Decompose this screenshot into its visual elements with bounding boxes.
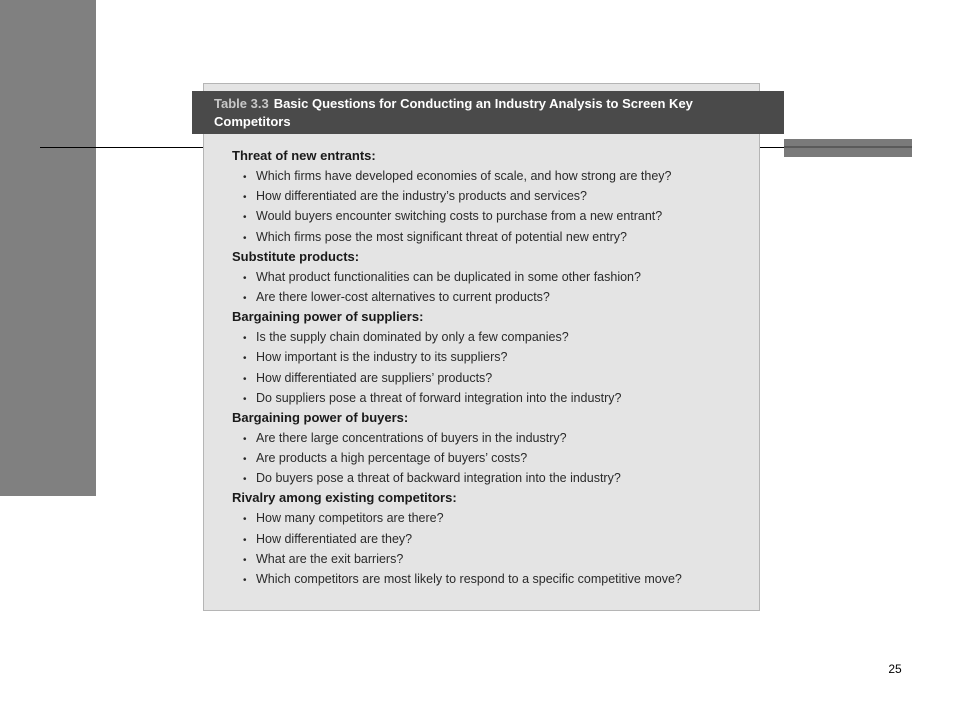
question-text: Do suppliers pose a threat of forward integration into the industry? <box>256 390 622 405</box>
question-text: How differentiated are suppliers’ products? <box>256 370 493 385</box>
question-item <box>232 327 752 347</box>
question-item <box>232 227 752 247</box>
question-text: How many competitors are there? <box>256 511 444 526</box>
bullet-icon: • <box>243 272 247 284</box>
question-item <box>232 347 752 367</box>
question-item <box>232 166 752 186</box>
question-text: Is the supply chain dominated by only a few companies? <box>256 330 569 345</box>
bullet-icon: • <box>243 514 247 526</box>
bullet-icon: • <box>243 474 247 486</box>
section-heading: Substitute products: <box>232 248 360 264</box>
question-item <box>232 529 752 549</box>
question-text: Are products a high percentage of buyers’ costs? <box>256 451 528 466</box>
question-text: Do buyers pose a threat of backward integration into the industry? <box>256 471 621 486</box>
question-text: How differentiated are the industry’s products and services? <box>256 189 587 204</box>
question-text: Which firms have developed economies of scale, and how strong are they? <box>256 169 672 183</box>
table-body <box>232 146 752 589</box>
question-text: Which firms pose the most significant threat of potential new entry? <box>256 229 628 244</box>
question-text: Are there large concentrations of buyers in the industry? <box>256 430 567 445</box>
section-heading: Bargaining power of suppliers: <box>232 309 424 325</box>
section-heading: Bargaining power of buyers: <box>232 409 409 425</box>
table-header <box>192 91 784 134</box>
question-text: What product functionalities can be duplicated in some other fashion? <box>256 269 641 284</box>
page-number: 25 <box>888 662 902 676</box>
table-title: Basic Questions for Conducting an Industry Analysis to Screen Key <box>273 96 693 111</box>
left-decorative-bar <box>0 0 96 496</box>
question-item <box>232 508 752 528</box>
question-item <box>232 287 752 307</box>
bullet-icon: • <box>243 373 247 385</box>
bullet-icon: • <box>243 393 247 405</box>
bullet-icon: • <box>243 433 247 445</box>
table-number: Table 3.3 <box>214 96 269 111</box>
bullet-icon: • <box>243 192 247 204</box>
bullet-icon: • <box>243 353 247 365</box>
question-item <box>232 448 752 468</box>
table-title-continued: Competitors <box>214 114 291 129</box>
question-item <box>232 388 752 408</box>
right-decorative-block <box>784 139 912 157</box>
bullet-icon: • <box>243 534 247 546</box>
bullet-icon: • <box>243 575 247 586</box>
question-text: How differentiated are they? <box>256 531 413 546</box>
question-item <box>232 549 752 569</box>
bullet-icon: • <box>243 554 247 566</box>
question-text: What are the exit barriers? <box>256 551 404 566</box>
question-item <box>232 368 752 388</box>
question-item <box>232 186 752 206</box>
bullet-icon: • <box>243 172 247 183</box>
bullet-icon: • <box>243 232 247 244</box>
section-heading: Rivalry among existing competitors: <box>232 490 457 506</box>
question-item <box>232 569 752 589</box>
question-item <box>232 468 752 488</box>
question-text: Are there lower-cost alternatives to current products? <box>256 289 550 304</box>
question-text: How important is the industry to its suppliers? <box>256 350 508 365</box>
bullet-icon: • <box>243 292 247 304</box>
question-item <box>232 267 752 287</box>
bullet-icon: • <box>243 212 247 224</box>
question-text: Which competitors are most likely to respond to a specific competitive move? <box>256 572 682 586</box>
bullet-icon: • <box>243 333 247 345</box>
question-item <box>232 206 752 226</box>
section-heading: Threat of new entrants: <box>232 148 376 163</box>
question-text: Would buyers encounter switching costs to purchase from a new entrant? <box>256 209 663 224</box>
bullet-icon: • <box>243 454 247 466</box>
question-item <box>232 428 752 448</box>
